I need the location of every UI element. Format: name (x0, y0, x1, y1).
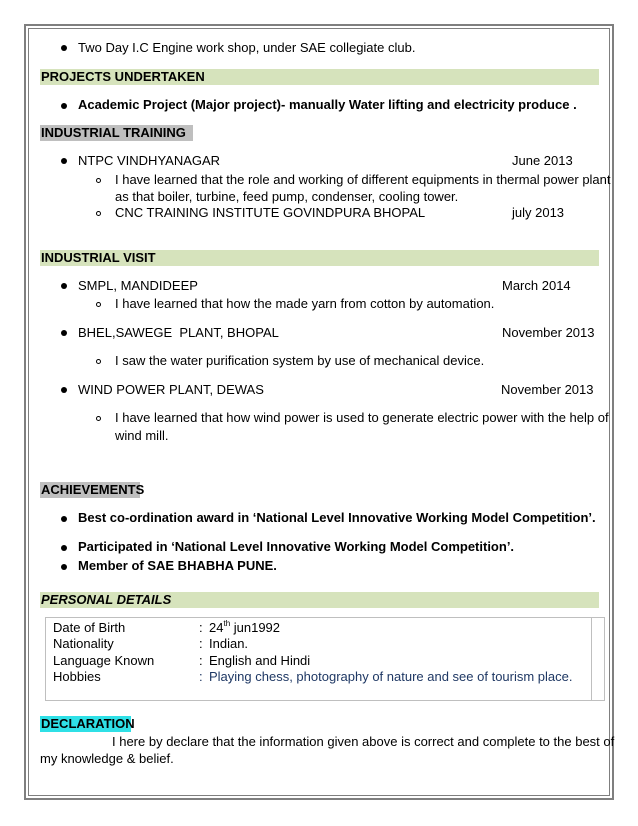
bullet-icon (61, 283, 67, 289)
achievement-item: Participated in ‘National Level Innovative Working Model Competition’. (78, 539, 515, 554)
bullet-icon (61, 545, 67, 551)
personal-heading: PERSONAL DETAILS (40, 592, 599, 608)
projects-heading: PROJECTS UNDERTAKEN (40, 69, 599, 85)
bullet-icon (61, 103, 67, 109)
bullet-icon (61, 516, 67, 522)
visit-item3-detail-line1: I have learned that how wind power is used to generate electric power with the help of (115, 410, 609, 425)
workshop-item: Two Day I.C Engine work shop, under SAE collegiate club. (78, 40, 416, 55)
hobbies-sep: : (199, 669, 203, 684)
visit-item3-detail-line2: wind mill. (115, 428, 169, 443)
declaration-heading: DECLARATION (41, 716, 135, 731)
training-item2-title: CNC TRAINING INSTITUTE GOVINDPURA BHOPAL (115, 205, 426, 220)
bullet-icon (61, 330, 67, 336)
project-item: Academic Project (Major project)- manually Water lifting and electricity produce . (78, 97, 577, 112)
training-item1-date: June 2013 (512, 153, 573, 168)
achievement-item: Member of SAE BHABHA PUNE. (78, 558, 277, 573)
language-value: English and Hindi (209, 653, 311, 668)
visit-item1-date: March 2014 (502, 278, 571, 293)
sub-bullet-icon (96, 211, 101, 216)
declaration-line2: my knowledge & belief. (40, 751, 174, 766)
nationality-label: Nationality (53, 636, 114, 651)
nationality-value: Indian. (209, 636, 249, 651)
bullet-icon (61, 45, 67, 51)
dob-day: 24 (209, 620, 224, 635)
achievements-heading: ACHIEVEMENTS (41, 482, 145, 497)
bullet-icon (61, 564, 67, 570)
dob-value (209, 620, 280, 635)
visit-heading: INDUSTRIAL VISIT (40, 250, 599, 266)
visit-item2-detail: I saw the water purification system by use of mechanical device. (115, 353, 485, 368)
training-item1-detail-line1: I have learned that the role and working of different equipments in thermal power plant (115, 172, 611, 187)
nationality-sep: : (199, 636, 203, 651)
visit-item2-title: BHEL,SAWEGE PLANT, BHOPAL (78, 325, 279, 340)
sub-bullet-icon (96, 359, 101, 364)
hobbies-label: Hobbies (53, 669, 101, 684)
sub-bullet-icon (96, 416, 101, 421)
dob-ordinal: th (223, 619, 231, 628)
table-divider (591, 618, 592, 700)
language-sep: : (199, 653, 203, 668)
dob-month-year: jun1992 (230, 620, 281, 635)
visit-item2-date: November 2013 (502, 325, 595, 340)
visit-item3-title: WIND POWER PLANT, DEWAS (78, 382, 264, 397)
bullet-icon (61, 387, 67, 393)
achievement-item: Best co-ordination award in ‘National Level Innovative Working Model Competition’. (78, 510, 596, 525)
training-heading: INDUSTRIAL TRAINING (40, 125, 193, 141)
dob-label: Date of Birth (53, 620, 126, 635)
visit-item1-detail: I have learned that how the made yarn from cotton by automation. (115, 296, 495, 311)
training-item2-date: july 2013 (512, 205, 565, 220)
training-item1-detail-line2: as that boiler, turbine, feed pump, condenser, cooling tower. (115, 189, 459, 204)
hobbies-value: Playing chess, photography of nature and see of tourism place. (209, 669, 573, 684)
bullet-icon (61, 158, 67, 164)
visit-item3-date: November 2013 (501, 382, 594, 397)
training-item1-title: NTPC VINDHYANAGAR (78, 153, 221, 168)
sub-bullet-icon (96, 302, 101, 307)
language-label: Language Known (53, 653, 155, 668)
dob-sep: : (199, 620, 203, 635)
sub-bullet-icon (96, 178, 101, 183)
declaration-line1: I here by declare that the information given above is correct and complete to the best of (112, 734, 615, 749)
visit-item1-title: SMPL, MANDIDEEP (78, 278, 198, 293)
